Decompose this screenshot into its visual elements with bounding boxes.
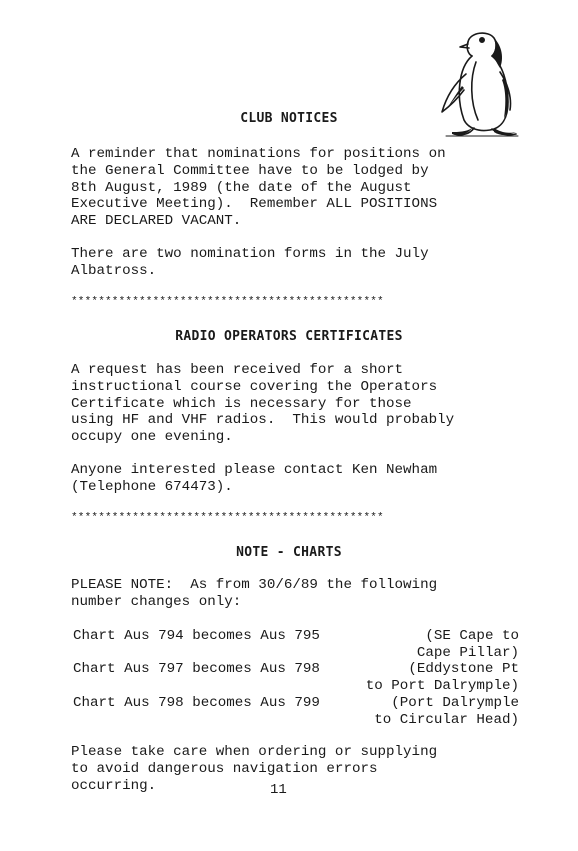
chart-change-text: Chart Aus 797 becomes Aus 798 (73, 661, 320, 677)
text-line: number changes only: (71, 593, 242, 610)
note-line: to Circular Head) (374, 711, 519, 728)
note-line: (SE Cape to (425, 628, 519, 644)
note-charts-closing (71, 744, 519, 794)
text-line: occurring. (71, 777, 157, 794)
note-line: to Port Dalrymple) (365, 677, 519, 694)
text-line: Executive Meeting). Remember ALL POSITIONS (71, 196, 438, 213)
text-line: 8th August, 1989 (the date of the August (71, 179, 412, 196)
chart-change-note (366, 661, 519, 695)
text-line: Certificate which is necessary for those (71, 395, 412, 412)
note-line: Cape Pillar) (416, 644, 519, 661)
note-line: (Port Dalrymple (391, 695, 519, 711)
text-line: instructional course covering the Operators (71, 378, 438, 395)
chart-change-note (417, 628, 519, 662)
note-line: (Eddystone Pt (408, 661, 519, 677)
chart-change-text: Chart Aus 794 becomes Aus 795 (73, 628, 320, 644)
text-line: occupy one evening. (71, 429, 233, 446)
chart-change-text: Chart Aus 798 becomes Aus 799 (73, 695, 320, 711)
text-line: Anyone interested please contact Ken Newham (71, 462, 438, 478)
text-line: There are two nomination forms in the July (71, 246, 429, 262)
text-line: (Telephone 674473). (71, 478, 233, 495)
text-line: A reminder that nominations for positions on (71, 146, 446, 162)
separator-stars: ********************************************** (71, 512, 384, 524)
club-notices-paragraph-1 (71, 146, 519, 230)
text-line: ARE DECLARED VACANT. (71, 213, 242, 230)
text-line: A request has been received for a short (71, 362, 404, 378)
club-notices-paragraph-2 (71, 246, 519, 280)
chart-change-note (374, 695, 519, 729)
separator-stars: ********************************************** (71, 296, 384, 308)
text-line: Please take care when ordering or supplying (71, 744, 438, 760)
note-charts-intro (71, 577, 519, 611)
text-line: using HF and VHF radios. This would probably (71, 412, 455, 429)
note-charts-heading: NOTE - CHARTS (236, 545, 342, 560)
text-line: PLEASE NOTE: As from 30/6/89 the following (71, 577, 438, 593)
page-number: 11 (270, 782, 287, 798)
radio-certificates-paragraph-1 (71, 362, 519, 446)
text-line: Albatross. (71, 262, 157, 279)
radio-certificates-paragraph-2 (71, 462, 519, 496)
text-line: to avoid dangerous navigation errors (71, 760, 378, 777)
text-line: the General Committee have to be lodged by (71, 162, 429, 179)
radio-certificates-heading: RADIO OPERATORS CERTIFICATES (175, 329, 403, 344)
club-notices-heading: CLUB NOTICES (240, 111, 338, 126)
